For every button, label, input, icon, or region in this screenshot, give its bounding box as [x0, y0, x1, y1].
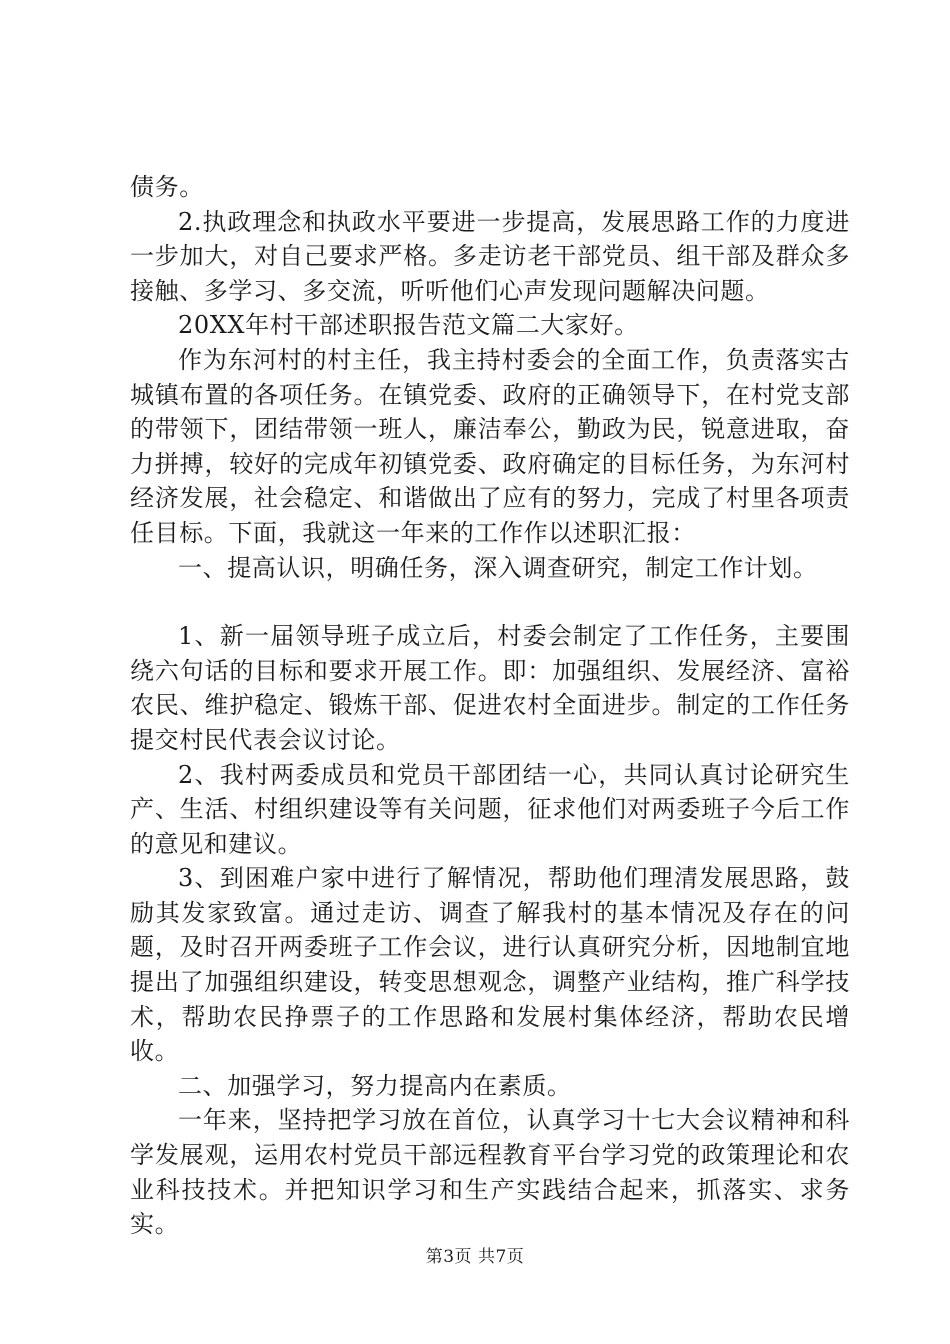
paragraph-section-title: 20XX年村干部述职报告范文篇二大家好。	[178, 311, 639, 340]
paragraph-debt: 债务。	[130, 173, 204, 201]
paragraph-intro: 作为东河村的村主任，我主持村委会的全面工作，负责落实古城镇布置的各项任务。在镇党委、政府的正确领导下，在村党支部的带领下，团结带领一班人，廉洁奉公，勤政为民，锐意进取，奋力拼搏，较好的完成年初镇党委、政府确定的目标任务，为东河村经济发展，社会稳定、和谐做出了应有的努力，完成了村里各项责任目标。下面，我就这一年来的工作作以述职汇报：	[130, 345, 850, 547]
blank-line	[130, 585, 850, 619]
document-body	[130, 170, 850, 1242]
paragraph-point-2: 2.执政理念和执政水平要进一步提高，发展思路工作的力度进一步加大，对自己要求严格。多走访老干部党员、组干部及群众多接触、多学习、多交流，听听他们心声发现问题解决问题。	[130, 207, 850, 305]
paragraph-item-1: 1、新一届领导班子成立后，村委会制定了工作任务，主要围绕六句话的目标和要求开展工作。即：加强组织、发展经济、富裕农民、维护稳定、锻炼干部、促进农村全面进步。制定的工作任务提交村民代表会议讨论。	[130, 622, 850, 754]
paragraph-study: 一年来，坚持把学习放在首位，认真学习十七大会议精神和科学发展观，运用农村党员干部远程教育平台学习党的政策理论和农业科技技术。并把知识学习和生产实践结合起来，抓落实、求务实。	[130, 1106, 850, 1239]
paragraph-item-3: 3、到困难户家中进行了解情况，帮助他们理清发展思路，鼓励其发家致富。通过走访、调查了解我村的基本情况及存在的问题，及时召开两委班子工作会议，进行认真研究分析，因地制宜地提出了加强组织建设，转变思想观念，调整产业结构，推广科学技术，帮助农民挣票子的工作思路和发展村集体经济，帮助农民增收。	[130, 864, 850, 1066]
page-number-footer: 第3页 共7页	[425, 1247, 525, 1267]
heading-part-one: 一、提高认识，明确任务，深入调查研究，制定工作计划。	[178, 553, 818, 582]
heading-part-two: 二、加强学习，努力提高内在素质。	[178, 1071, 572, 1100]
paragraph-item-2: 2、我村两委成员和党员干部团结一心，共同认真讨论研究生产、生活、村组织建设等有关问题，征求他们对两委班子今后工作的意见和建议。	[130, 760, 850, 858]
